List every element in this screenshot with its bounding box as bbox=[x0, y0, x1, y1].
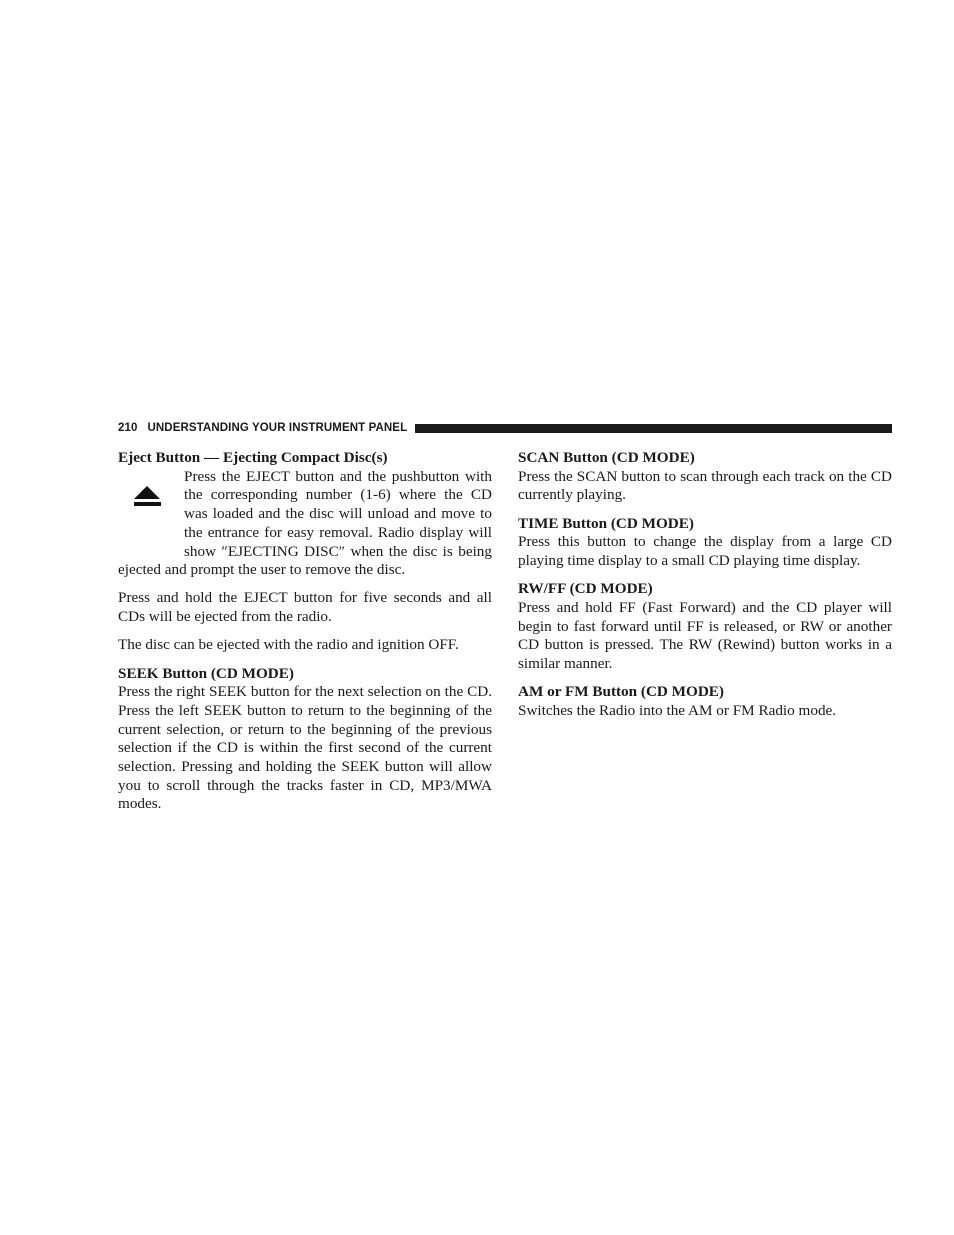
eject-icon bbox=[118, 468, 184, 548]
rwff-paragraph: Press and hold FF (Fast Forward) and the CD player will begin to fast forward until FF is released, or RW or another CD button is pressed. The RW (Rewind) button works in a similar manner. bbox=[518, 598, 892, 673]
eject-off-paragraph: The disc can be ejected with the radio and ignition OFF. bbox=[118, 636, 459, 654]
section-title: UNDERSTANDING YOUR INSTRUMENT PANEL bbox=[147, 422, 408, 434]
right-column bbox=[518, 449, 892, 730]
amfm-heading: AM or FM Button (CD MODE) bbox=[518, 683, 724, 701]
seek-heading: SEEK Button (CD MODE) bbox=[118, 664, 294, 682]
eject-paragraph: Press the EJECT button and the pushbutton with the corresponding number (1-6) where the CD was loaded and the disc will unload and move to the entrance for easy removal. Radio display will show ″EJECTING DISC″ when the disc is being ejected and prompt the user to remove the disc. bbox=[118, 467, 492, 579]
amfm-paragraph: Switches the Radio into the AM or FM Radio mode. bbox=[518, 701, 837, 719]
page-header bbox=[118, 419, 892, 437]
header-rule bbox=[415, 424, 892, 433]
page-number: 210 bbox=[118, 422, 138, 434]
seek-paragraph: Press the right SEEK button for the next selection on the CD. Press the left SEEK button to return to the beginning of the current selection, or return to the beginning of the previous selection if the CD is within the first second of the current selection. Pressing and holding the SEEK button will allow you to scroll through the tracks faster in CD, MP3/MWA modes. bbox=[118, 683, 492, 813]
scan-heading: SCAN Button (CD MODE) bbox=[518, 449, 695, 466]
time-heading: TIME Button (CD MODE) bbox=[518, 514, 694, 532]
eject-heading: Eject Button — Ejecting Compact Disc(s) bbox=[118, 449, 388, 466]
eject-hold-paragraph: Press and hold the EJECT button for five seconds and all CDs will be ejected from the radio. bbox=[118, 589, 492, 626]
rwff-heading: RW/FF (CD MODE) bbox=[518, 580, 653, 598]
scan-paragraph: Press the SCAN button to scan through each track on the CD currently playing. bbox=[518, 467, 892, 504]
time-paragraph: Press this button to change the display from a large CD playing time display to a small CD playing time display. bbox=[518, 533, 892, 570]
left-column bbox=[118, 449, 492, 824]
eject-section bbox=[118, 468, 492, 580]
